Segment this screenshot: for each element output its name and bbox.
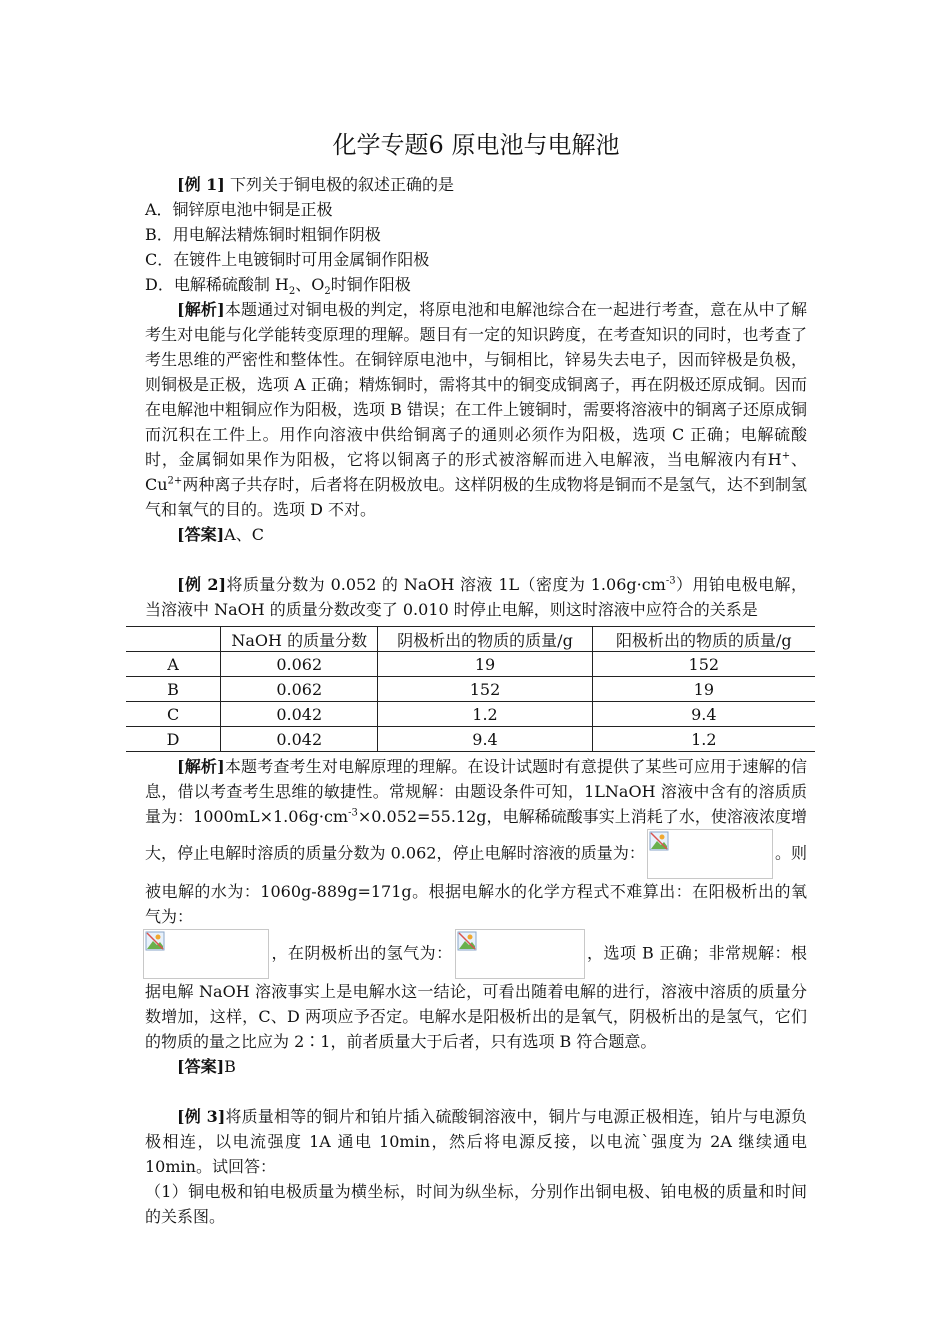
table-cell: 1.2	[378, 702, 592, 727]
table-row	[126, 702, 815, 727]
analysis-text: 本题通过对铜电极的判定，将原电池和电解池综合在一起进行考查，意在从中了解考生对电能与化学能转变原理的理解。题目有一定的知识跨度，在考查知识的同时，也考查了考生思维的严密性和整体性。在铜锌原电池中，与铜相比，锌易失去电子，因而锌极是负极，则铜极是正极，选项 A 正确；精炼铜时，需将其中的铜变成铜离子，再在阴极还原成铜。因而在电解池中粗铜应作为阳极，选项 B 错误；在工件上镀铜时，需要将溶液中的铜离子还原成铜而沉积在工件上。用作向溶液中供给铜离子的通则必须作为阳极，选项 C 正确；电解硫酸时，金属铜如果作为阳极，它将以铜离子的形式被溶解而进入电解液，当电解液内有	[145, 300, 807, 469]
table-row	[126, 727, 815, 752]
answer-text: B	[224, 1057, 236, 1076]
example-2-question	[145, 572, 807, 622]
table-cell: 152	[592, 652, 815, 677]
option-d-text: D．电解稀硫酸制 H	[145, 275, 289, 294]
table-header-cell: 阳极析出的物质的质量/g	[592, 627, 815, 652]
table-cell: 0.042	[221, 702, 378, 727]
example-3-question	[145, 1104, 807, 1179]
page-title: 化学专题6 原电池与电解池	[332, 131, 620, 159]
subscript: 2	[324, 286, 331, 298]
option-d-text: 时铜作阳极	[330, 275, 411, 294]
option-c: C．在镀件上电镀铜时可用金属铜作阳极	[145, 250, 430, 269]
analysis-text: 本题考查考生对电解原理的理解。在设计试题时有意提供了某些可应用于速解的信息，借以考查考生思维的敏捷性。常规解：由题设条件可知，1LNaOH 溶液中含有的溶质质量为：1000mL×1.06g·cm	[145, 757, 807, 826]
example-1-label: [例 1]	[177, 175, 225, 194]
table-cell: 1.2	[592, 727, 815, 752]
analysis-label: [解析]	[177, 300, 225, 319]
example-1-analysis	[145, 297, 807, 522]
option-d	[145, 272, 807, 297]
image-placeholder-icon	[649, 831, 669, 851]
data-table	[126, 626, 815, 752]
table-cell: 19	[378, 652, 592, 677]
table-cell: 0.062	[221, 677, 378, 702]
table-header-cell: 阴极析出的物质的质量/g	[378, 627, 592, 652]
answer-label: [答案]	[177, 525, 225, 544]
document-page	[145, 128, 807, 1229]
option-a: A．铜锌原电池中铜是正极	[145, 200, 333, 219]
table-cell: 152	[378, 677, 592, 702]
analysis-text: ，选项 B 正确；非常规解：根据电解 NaOH 溶液事实上是电解水这一结论，可看出随着电解的进行，溶液中溶质的质量分数增加，这样，C、D 两项应予否定。电解水是阳极析出的是氧气，阴极析出的是氢气，它们的物质的量之比应为 2∶1，前者质量大于后者，只有选项 B 符合题意。	[145, 943, 807, 1051]
table-cell: C	[126, 702, 221, 727]
table-cell: B	[126, 677, 221, 702]
example-3-subquestion-1: （1）铜电极和铂电极质量为横坐标，时间为纵坐标，分别作出铜电极、铂电极的质量和时间的关系图。	[145, 1182, 807, 1226]
broken-image-icon	[647, 829, 773, 879]
table-cell: 0.062	[221, 652, 378, 677]
analysis-label: [解析]	[177, 757, 225, 776]
image-placeholder-icon	[457, 931, 477, 951]
example-1-question-text: 下列关于铜电极的叙述正确的是	[229, 175, 454, 194]
broken-image-icon	[455, 929, 585, 979]
table-cell: A	[126, 652, 221, 677]
analysis-text: ，在阴极析出的氢气为：	[271, 943, 453, 963]
analysis-text: ×0.052=55.12g，电解稀硫酸事实上消耗了水，使溶液浓度增大，停止电解时溶质的质量分数为 0.062，停止电解时溶液的质量为：	[145, 807, 807, 863]
superscript: -3	[348, 807, 358, 819]
option-d-text: 、O	[295, 275, 325, 294]
table-cell: 9.4	[378, 727, 592, 752]
table-row	[126, 652, 815, 677]
image-placeholder-icon	[145, 931, 165, 951]
table-cell: 9.4	[592, 702, 815, 727]
analysis-text: 。则被电解的水为：1060g-889g=171g。根据电解水的化学方程式不难算出：在阳极析出的氧气为：	[145, 843, 807, 926]
table-cell: D	[126, 727, 221, 752]
option-b: B．用电解法精炼铜时粗铜作阴极	[145, 225, 381, 244]
question-text: 将质量相等的铜片和铂片插入硫酸铜溶液中，铜片与电源正极相连，铂片与电源负极相连，以电流强度 1A 通电 10min，然后将电源反接，以电流`强度为 2A 继续通电 10min。试回答：	[145, 1107, 807, 1176]
question-text: ）用铂电极电解，当溶液中 NaOH 的质量分数改变了 0.010 时停止电解，则这时溶液中应符合的关系是	[145, 575, 807, 619]
superscript: +	[781, 450, 791, 462]
example-2-label: [例 2]	[177, 575, 227, 594]
table-cell: 19	[592, 677, 815, 702]
example-3-label: [例 3]	[177, 1107, 226, 1126]
analysis-text: 两种离子共存时，后者将在阴极放电。这样阴极的生成物将是铜而不是氢气，达不到制氢气和氧气的目的。选项 D 不对。	[145, 475, 807, 519]
superscript: 2+	[167, 475, 183, 487]
table-cell: 0.042	[221, 727, 378, 752]
table-header-row	[126, 627, 815, 652]
question-text: 将质量分数为 0.052 的 NaOH 溶液 1L（密度为 1.06g·cm	[226, 575, 666, 594]
superscript: -3	[665, 575, 676, 587]
answer-label: [答案]	[177, 1057, 225, 1076]
spacer	[145, 547, 807, 572]
example-2-answer	[145, 1054, 807, 1079]
example-2-analysis	[145, 754, 807, 1054]
analysis-text: H	[767, 450, 782, 469]
spacer	[145, 1079, 807, 1104]
table-row	[126, 677, 815, 702]
subscript: 2	[288, 286, 296, 298]
table-header-cell: NaOH 的质量分数	[221, 627, 378, 652]
example-1-question	[145, 172, 807, 197]
example-1-answer	[145, 522, 807, 547]
analysis-text: 、Cu	[145, 450, 807, 494]
answer-text: A、C	[224, 525, 264, 544]
broken-image-icon	[143, 929, 269, 979]
table-header-cell	[126, 627, 221, 652]
